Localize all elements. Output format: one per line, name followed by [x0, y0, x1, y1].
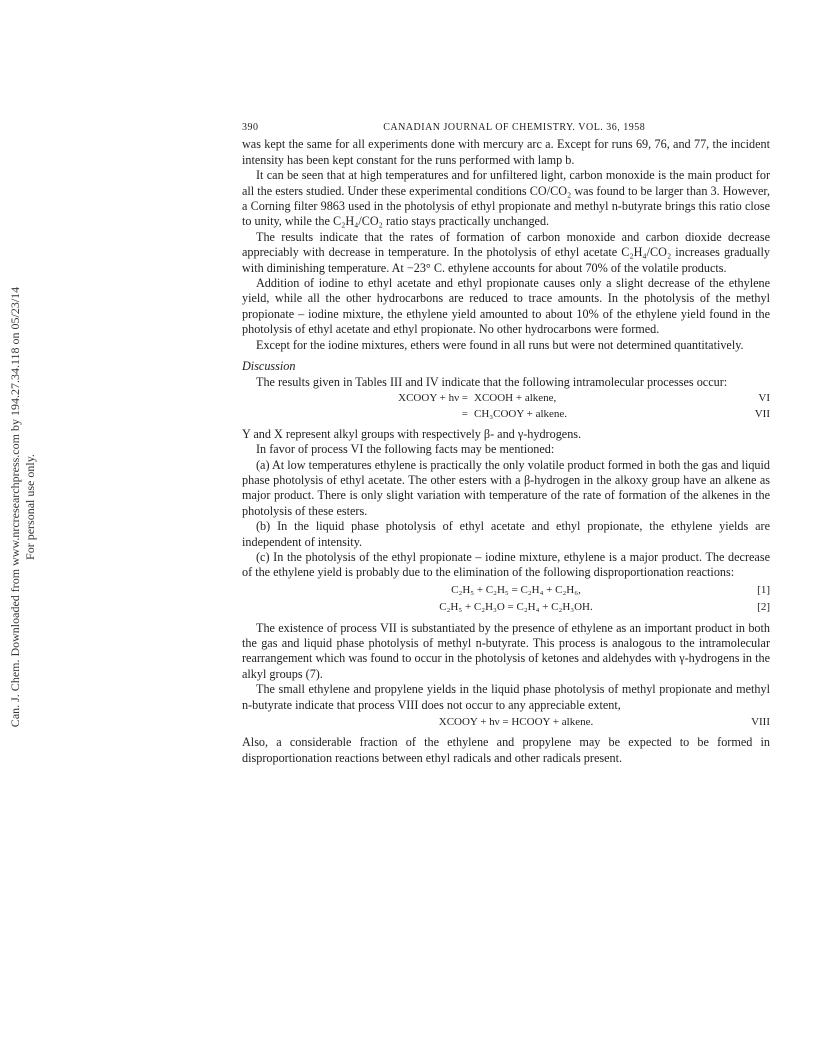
paragraph-6: The results given in Tables III and IV indicate that the following intramolecular processes occur: [256, 374, 728, 389]
reaction-2-formula: C₂H₅ + C₂H₃O = C₂H₄ + C₂H₃OH. [439, 601, 593, 614]
reaction-2 [242, 600, 770, 615]
equation-vii-rhs: CH₃COOY + alkene. [474, 408, 568, 421]
paragraph-10: (b) In the liquid phase photolysis of ethyl acetate and ethyl propionate, the ethylene yields are independent of intensity. [242, 519, 770, 549]
paragraph-8: In favor of process VI the following facts may be mentioned: [256, 442, 555, 457]
equation-viii-formula: XCOOY + hν = HCOOY + alkene. [438, 716, 594, 729]
page-number: 390 [242, 122, 259, 133]
equation-vi-lhs: XCOOY + hν = [398, 391, 468, 404]
paragraph-2: It can be seen that at high temperatures and for unfiltered light, carbon monoxide is the main product for all the esters studied. Under these experimental conditions CO/CO₂ was found to be larger than 3. However, a Corning filter 9863 used in the photolysis of ethyl propionate and methyl n-butyrate brings this ratio close to unity, while the C₂H₄/CO₂ ratio stays practically unchanged. [242, 168, 770, 229]
download-watermark [8, 262, 42, 752]
paragraph-4: Addition of iodine to ethyl acetate and ethyl propionate causes only a slight decrease of the ethylene yield, while all the other hydrocarbons are reduced to trace amounts. In the photolysis of the methyl propionate – iodine mixture, the ethylene yield amounted to about 10% of the ethylene yield found in the photolysis of ethyl acetate and ethyl propionate. No other hydrocarbons were formed. [242, 276, 770, 337]
paragraph-9: (a) At low temperatures ethylene is practically the only volatile product formed in both the gas and liquid phase photolysis of ethyl acetate. The other esters with a β-hydrogen in the alkoxy group have an alkene as major product. There is only slight variation with temperature of the rate of formation of the alkenes in the photolysis of these esters. [242, 457, 770, 518]
watermark-line-1: Can. J. Chem. Downloaded from www.nrcresearchpress.com by 194.27.34.118 on 05/23/14 [8, 286, 22, 728]
journal-title: CANADIAN JOURNAL OF CHEMISTRY. VOL. 36, 1958 [383, 122, 646, 133]
paragraph-1: was kept the same for all experiments done with mercury arc a. Except for runs 69, 76, and 77, the incident intensity has been kept constant for the runs performed with lamp b. [242, 137, 770, 167]
paragraph-11: (c) In the photolysis of the ethyl propionate – iodine mixture, ethylene is a major product. The decrease of the ethylene yield is probably due to the elimination of the following disproportionation reactions: [242, 549, 770, 580]
equation-viii [242, 715, 770, 730]
paragraph-5: Except for the iodine mixtures, ethers were found in all runs but were not determined quantitatively. [256, 337, 744, 352]
equation-viii-tag: VIII [751, 716, 770, 729]
equation-vi-tag: VI [758, 391, 770, 404]
paragraph-7: Y and X represent alkyl groups with respectively β- and γ-hydrogens. [242, 426, 582, 441]
paragraph-12: The existence of process VII is substantiated by the presence of ethylene as an important product in both the gas and liquid phase photolysis of methyl n-butyrate. This process is analogous to the intramolecular rearrangement which was found to occur in the photolysis of ketones and aldehydes with γ-hydrogens in the alkyl groups (7). [242, 620, 770, 681]
equation-vi [242, 391, 770, 406]
reaction-1-tag: [1] [757, 583, 770, 596]
paragraph-3: The results indicate that the rates of formation of carbon monoxide and carbon dioxide decrease appreciably with decrease in temperature. In the photolysis of ethyl acetate C₂H₄/CO₂ increases gradually with diminishing temperature. At −23° C. ethylene accounts for about 70% of the volatile products. [242, 229, 770, 275]
equation-vi-rhs: XCOOH + alkene, [474, 391, 557, 404]
reaction-2-tag: [2] [757, 601, 770, 614]
equation-vii-lhs: = [461, 408, 468, 421]
paragraph-14: Also, a considerable fraction of the ethylene and propylene may be expected to be formed in disproportionation reactions between ethyl radicals and other radicals present. [242, 735, 770, 765]
running-head [242, 120, 770, 135]
reaction-1 [242, 583, 770, 598]
journal-page [242, 120, 770, 766]
watermark-line-2: For personal use only. [23, 454, 37, 560]
reaction-1-formula: C₂H₅ + C₂H₅ = C₂H₄ + C₂H₆, [451, 583, 581, 596]
equation-vii [242, 407, 770, 422]
equation-vii-tag: VII [754, 408, 770, 421]
section-heading-discussion: Discussion [242, 359, 296, 374]
paragraph-13: The small ethylene and propylene yields in the liquid phase photolysis of methyl propionate and methyl n-butyrate indicate that process VIII does not occur to any appreciable extent, [242, 682, 770, 712]
